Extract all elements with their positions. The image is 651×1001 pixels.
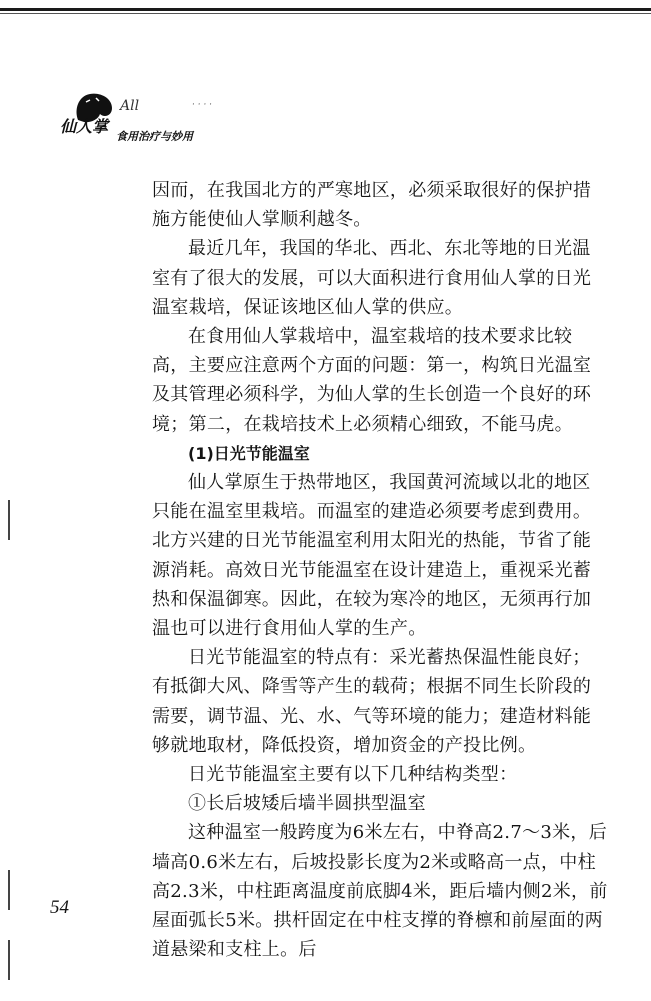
header-dots: · · · · — [192, 100, 213, 110]
margin-mark — [8, 940, 10, 980]
header-scribble: All — [120, 98, 140, 114]
paragraph-5: 日光节能温室的特点有：采光蓄热保温性能良好；有抵御大风、降雪等产生的载荷；根据不同生长阶段的需要，调节温、光、水、气等环境的能力；建造材料能够就地取材，降低投资，增加资金的产投比例。 — [152, 647, 592, 756]
list-item-1: ①长后坡矮后墙半圆拱型温室 — [188, 793, 426, 815]
paragraph-2: 最近几年，我国的华北、西北、东北等地的日光温室有了很大的发展，可以大面积进行食用仙人掌的日光温室栽培，保证该地区仙人掌的供应。 — [152, 238, 592, 318]
top-rule — [0, 8, 651, 11]
section-heading: (1)日光节能温室 — [188, 443, 310, 463]
page-number: 54 — [50, 897, 69, 918]
top-rule-thin — [0, 13, 651, 14]
paragraph-7: 这种温室一般跨度为6米左右，中脊高2.7～3米，后墙高0.6米左右，后坡投影长度为2米或略高一点，中柱高2.3米，中柱距离温度前底脚4米，距后墙内侧2米，前屋面弧长5米。拱杆固定在中柱支撑的脊檩和前屋面的两道悬梁和支柱上。后 — [152, 822, 608, 961]
margin-mark — [8, 500, 10, 540]
body-text — [152, 176, 608, 964]
paragraph-6: 日光节能温室主要有以下几种结构类型： — [188, 764, 518, 786]
book-subtitle: 食用治疗与妙用 — [116, 130, 193, 143]
book-title: 仙人掌 — [60, 117, 109, 136]
paragraph-4: 仙人掌原生于热带地区，我国黄河流域以北的地区只能在温室里栽培。而温室的建造必须要考虑到费用。北方兴建的日光节能温室利用太阳光的热能，节省了能源消耗。高效日光节能温室在设计建造上，重视采光蓄热和保温御寒。因此，在较为寒冷的地区，无须再行加温也可以进行食用仙人掌的生产。 — [152, 472, 592, 640]
paragraph-1: 因而，在我国北方的严寒地区，必须采取很好的保护措施方能使仙人掌顺利越冬。 — [152, 180, 592, 231]
margin-mark — [8, 870, 10, 910]
running-header — [56, 86, 256, 156]
paragraph-3: 在食用仙人掌栽培中，温室栽培的技术要求比较高，主要应注意两个方面的问题：第一，构筑日光温室及其管理必须科学，为仙人掌的生长创造一个良好的环境；第二，在栽培技术上必须精心细致，不能马虎。 — [152, 326, 592, 435]
